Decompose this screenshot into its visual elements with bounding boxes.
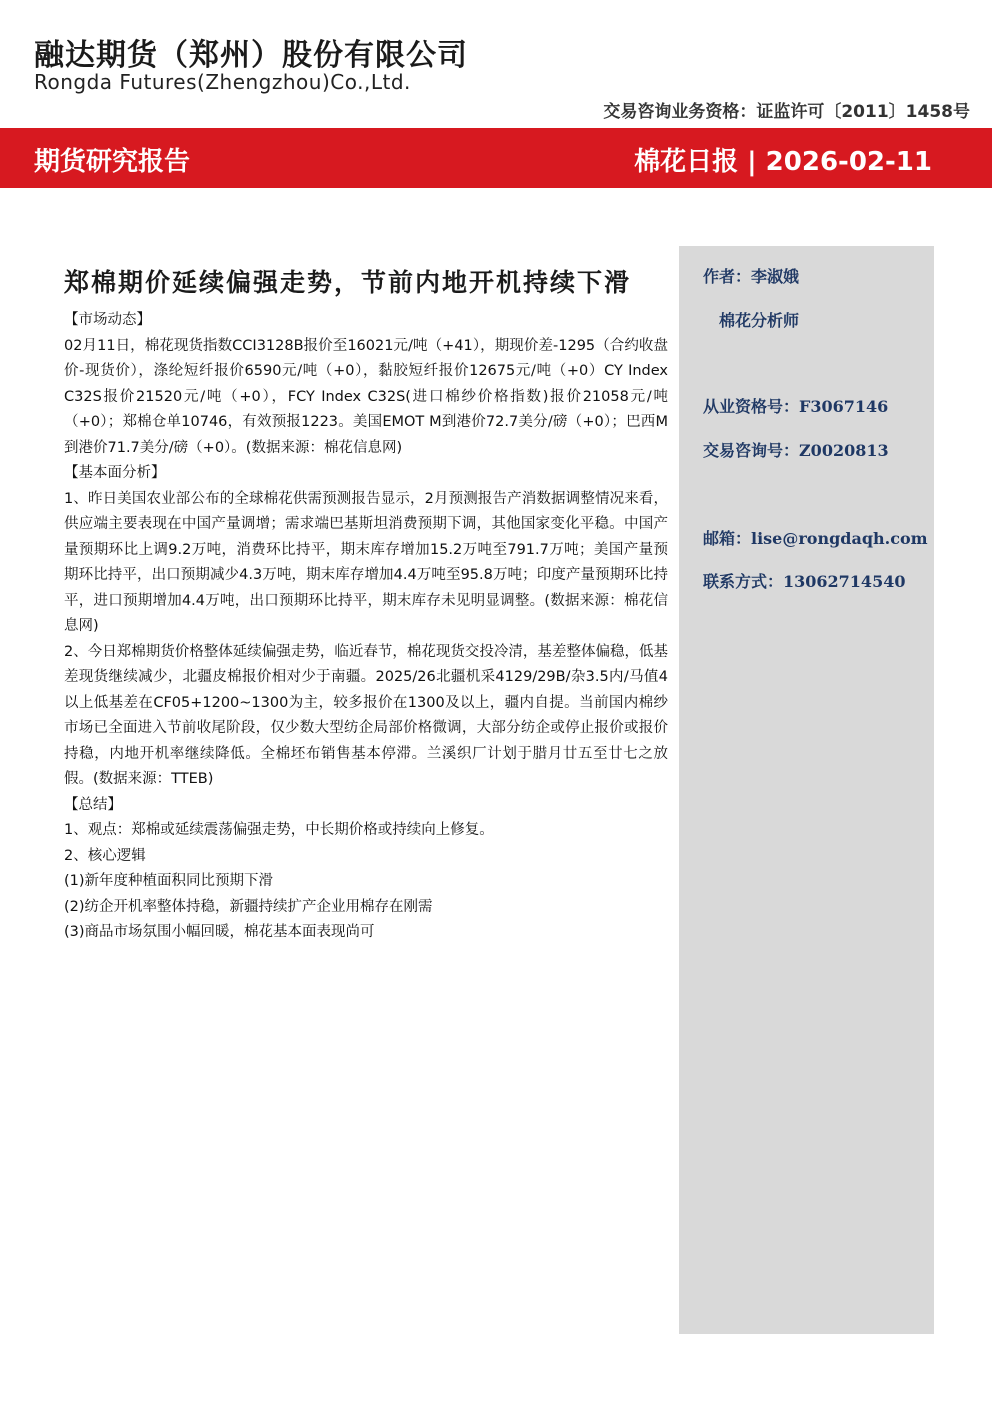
company-name-cn: 融达期货（郑州）股份有限公司 [34,38,468,73]
author-name: 作者：李淑娥 [703,267,800,286]
paragraph: 2、今日郑棉期货价格整体延续偏强走势，临近春节，棉花现货交投冷清，基差整体偏稳，低基差现货继续减少，北疆皮棉报价相对少于南疆。2025/26北疆机采4129/29B/杂3.5内/马值4以上低基差在CF05+1200~1300为主，较多报价在1300及以上，疆内自提。当前国内棉纱市场已全面进入节前收尾阶段，仅少数大型纺企局部价格微调，大部分纺企或停止报价或报价持稳，内地开机率继续降低。全棉坯布销售基本停滞。兰溪织厂计划于腊月廿五至廿七之放假。(数据来源：TTEB) [64,643,668,787]
section-heading: 【基本面分析】 [64,465,166,481]
author-sidebar [679,246,934,1334]
section-heading: 【总结】 [64,796,122,813]
author-email[interactable]: 邮箱：lise@rongdaqh.com [703,529,928,548]
paragraph: 1、昨日美国农业部公布的全球棉花供需预测报告显示，2月预测报告产消数据调整情况来看，供应端主要表现在中国产量调增；需求端巴基斯坦消费预期下调，其他国家变化平稳。中国产量预期环比上调9.2万吨，消费环比持平，期末库存增加15.2万吨至791.7万吨；美国产量预期环比持平，出口预期减少4.3万吨，期末库存增加4.4万吨至95.8万吨；印度产量预期环比持平，进口预期增加4.4万吨，出口预期环比持平，期末库存未见明显调整。(数据来源：棉花信息网) [64,490,668,634]
section-market [64,308,668,461]
company-name-en: Rongda Futures(Zhengzhou)Co.,Ltd. [34,70,411,94]
paragraph: 02月11日，棉花现货指数CCI3128B报价至16021元/吨（+41），期现价差-1295（合约收盘价-现货价），涤纶短纤报价6590元/吨（+0），黏胶短纤报价12675元/吨（+0）CY Index C32S报价21520元/吨（+0），FCY Index C32S(进口棉纱价格指数)报价21058元/吨（+0）；郑棉仓单10746，有效预报1223。美国EMOT M到港价72.7美分/磅（+0）；巴西M到港价71.7美分/磅（+0）。(数据来源：棉花信息网) [64,337,668,456]
paragraph: 1、观点：郑棉或延续震荡偏强走势，中长期价格或持续向上修复。 [64,822,494,838]
consult-number: 交易咨询号：Z0020813 [703,441,889,460]
article [64,262,668,946]
report-banner [0,128,992,188]
section-heading: 【市场动态】 [64,312,151,328]
article-title: 郑棉期价延续偏强走势，节前内地开机持续下滑 [64,268,632,297]
paragraph: (3)商品市场氛围小幅回暖，棉花基本面表现尚可 [64,924,375,940]
qualification-number: 从业资格号：F3067146 [703,397,889,416]
license-info: 交易咨询业务资格：证监许可〔2011〕1458号 [603,102,970,122]
author-role: 棉花分析师 [719,311,800,330]
section-fundamentals [64,461,668,793]
paragraph: (1)新年度种植面积同比预期下滑 [64,873,274,889]
banner-report-type: 期货研究报告 [34,147,191,177]
paragraph: (2)纺企开机率整体持稳，新疆持续扩产企业用棉存在刚需 [64,898,433,915]
banner-report-date: 棉花日报 | 2026-02-11 [634,147,932,177]
section-summary [64,793,668,946]
paragraph: 2、核心逻辑 [64,847,146,864]
author-phone: 联系方式：13062714540 [703,572,906,591]
